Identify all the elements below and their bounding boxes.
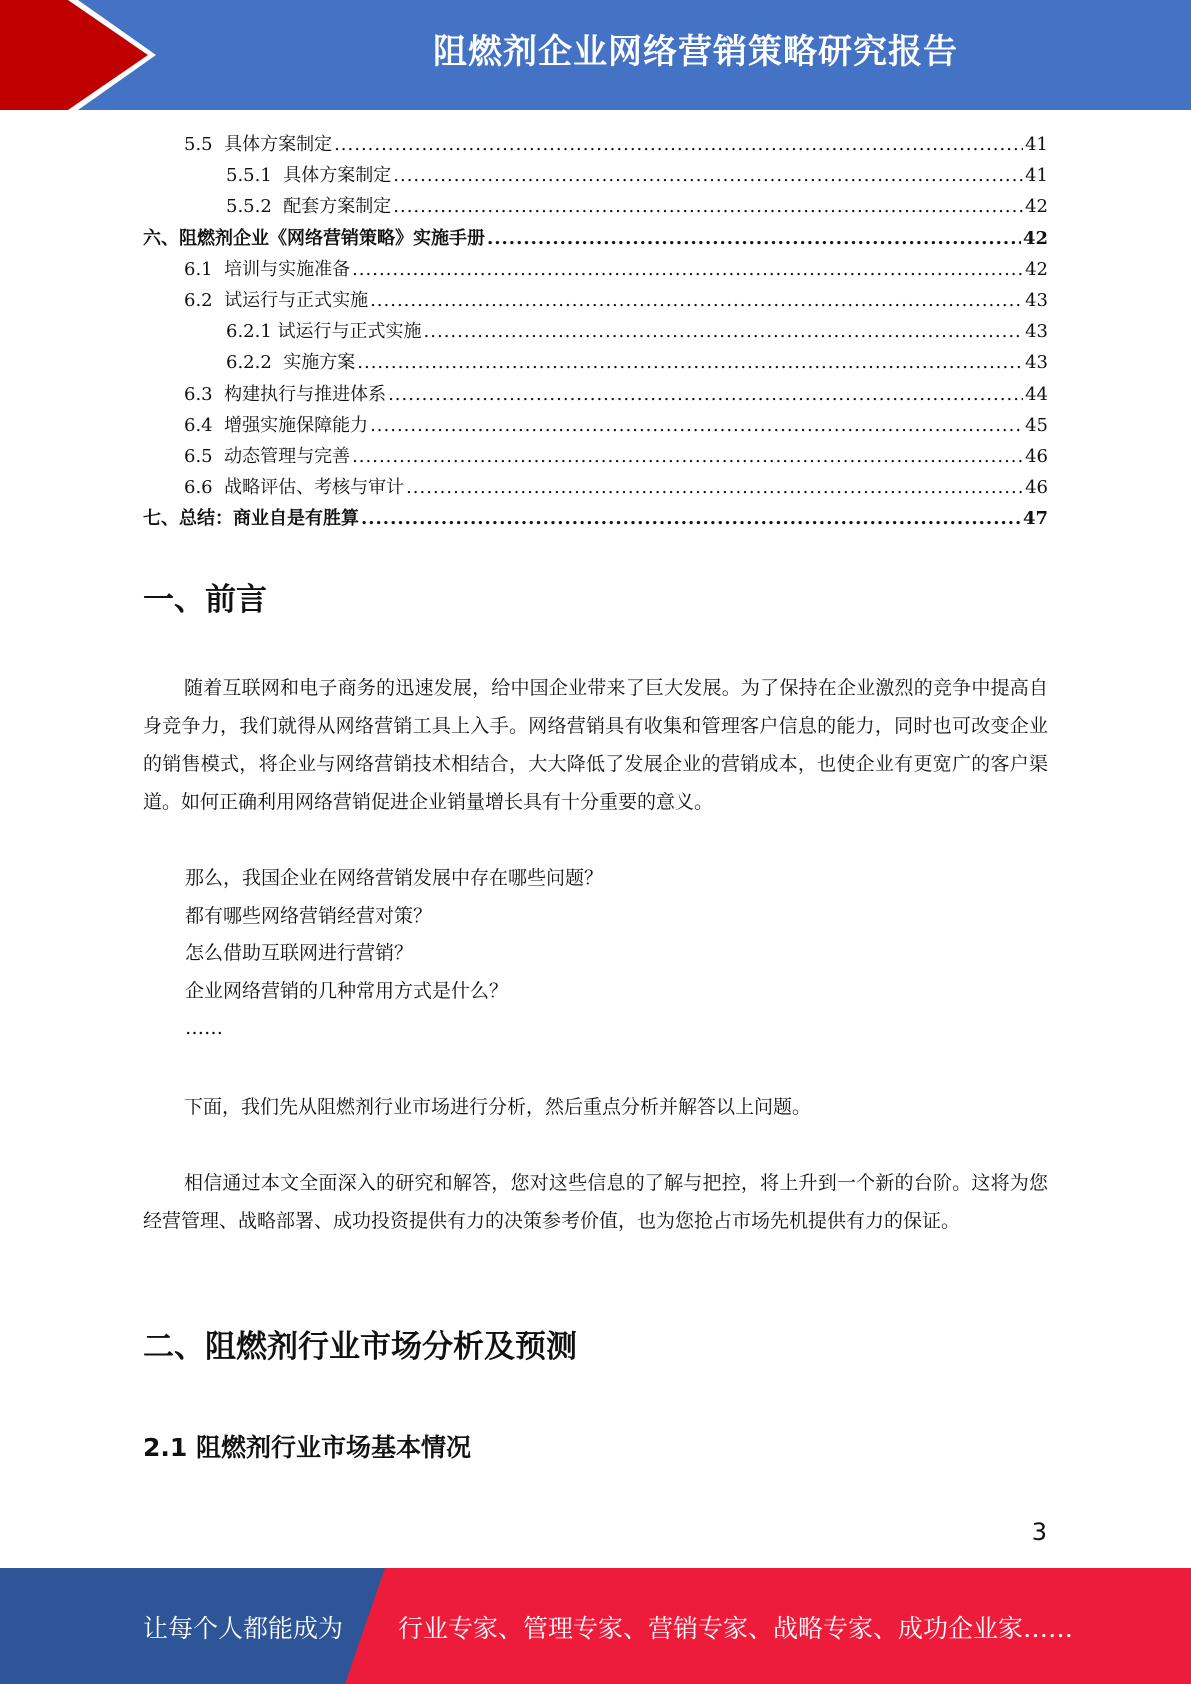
toc-entry-label: 六、阻燃剂企业《网络营销策略》实施手册: [143, 227, 485, 249]
toc-entry[interactable]: [143, 160, 1048, 191]
toc-leader-dots: [370, 285, 1023, 316]
preface-paragraph: 随着互联网和电子商务的迅速发展，给中国企业带来了巨大发展。为了保持在企业激烈的竞争中提高自身竞争力，我们就得从网络营销工具上入手。网络营销具有收集和管理客户信息的能力，同时也可改变企业的销售模式，将企业与网络营销技术相结合，大大降低了发展企业的营销成本，也使企业有更宽广的客户渠道。如何正确利用网络营销促进企业销量增长具有十分重要的意义。: [143, 677, 1048, 813]
toc-entry-label: 6.5 动态管理与完善: [184, 445, 351, 467]
toc-entry-label: 七、总结：商业自是有胜算: [143, 508, 359, 530]
toc-entry[interactable]: [143, 472, 1048, 503]
toc-entry-label: 6.1 培训与实施准备: [184, 258, 351, 280]
toc-entry-label: 6.4 增强实施保障能力: [184, 414, 369, 436]
toc-entry[interactable]: [143, 254, 1048, 285]
toc-entry[interactable]: [143, 223, 1048, 254]
toc-entry-label: 6.2.2 实施方案: [226, 352, 356, 374]
toc-entry-page: 41: [1025, 165, 1048, 187]
section-heading-market-analysis: 二、阻燃剂行业市场分析及预测: [143, 1329, 577, 1365]
toc-leader-dots: [334, 129, 1023, 160]
toc-entry[interactable]: [143, 347, 1048, 378]
toc-leader-dots: [487, 223, 1021, 254]
toc-entry[interactable]: [143, 379, 1048, 410]
question-item: 怎么借助互联网进行营销？: [185, 942, 414, 964]
toc-entry-page: 44: [1025, 383, 1048, 405]
toc-entry-label: 6.3 构建执行与推进体系: [184, 383, 387, 405]
toc-entry-label: 6.2 试运行与正式实施: [184, 289, 369, 311]
table-of-contents: [143, 129, 1048, 534]
toc-entry[interactable]: [143, 316, 1048, 347]
header-arrow-icon: [0, 0, 160, 110]
question-list: [185, 860, 1045, 1048]
toc-entry[interactable]: [143, 285, 1048, 316]
footer-slogan-right: 行业专家、管理专家、营销专家、战略专家、成功企业家……: [398, 1614, 1074, 1643]
toc-entry-page: 42: [1025, 258, 1048, 280]
toc-leader-dots: [406, 472, 1023, 503]
toc-leader-dots: [370, 410, 1023, 441]
toc-leader-dots: [352, 254, 1023, 285]
toc-leader-dots: [393, 160, 1023, 191]
toc-leader-dots: [352, 441, 1023, 472]
toc-entry[interactable]: [143, 191, 1048, 222]
page-header: [0, 0, 1191, 110]
analysis-intro-paragraph: 下面，我们先从阻燃剂行业市场进行分析，然后重点分析并解答以上问题。: [184, 1096, 812, 1118]
toc-leader-dots: [388, 379, 1023, 410]
page-footer: [0, 1568, 1191, 1684]
section-heading-preface: 一、前言: [143, 582, 267, 618]
toc-leader-dots: [393, 191, 1023, 222]
conclusion-paragraph: 相信通过本文全面深入的研究和解答，您对这些信息的了解与把控，将上升到一个新的台阶。这将为您经营管理、战略部署、成功投资提供有力的决策参考价值，也为您抢占市场先机提供有力的保证。: [143, 1172, 1048, 1232]
toc-entry[interactable]: [143, 441, 1048, 472]
toc-entry-label: 5.5.2 配套方案制定: [226, 196, 392, 218]
toc-entry-label: 5.5.1 具体方案制定: [226, 165, 392, 187]
toc-entry[interactable]: [143, 503, 1048, 534]
question-item: 企业网络营销的几种常用方式是什么？: [185, 979, 509, 1002]
toc-leader-dots: [357, 347, 1023, 378]
toc-entry-page: 41: [1025, 134, 1048, 155]
toc-leader-dots: [424, 316, 1024, 347]
toc-leader-dots: [361, 503, 1021, 534]
question-item: 都有哪些网络营销经营对策？: [185, 904, 433, 927]
toc-entry[interactable]: [143, 410, 1048, 441]
subsection-heading-market-basics: 2.1 阻燃剂行业市场基本情况: [143, 1433, 471, 1462]
toc-entry-label: 5.5 具体方案制定: [184, 134, 333, 155]
question-item: ……: [185, 1017, 223, 1039]
toc-entry[interactable]: [143, 129, 1048, 160]
toc-entry-page: 42: [1025, 196, 1048, 218]
toc-entry-page: 42: [1022, 227, 1048, 249]
document-title: 阻燃剂企业网络营销策略研究报告: [433, 32, 958, 72]
toc-entry-label: 6.6 战略评估、考核与审计: [184, 477, 405, 499]
toc-entry-page: 47: [1022, 508, 1048, 530]
footer-slogan-left: 让每个人都能成为: [143, 1614, 344, 1643]
toc-entry-label: 6.2.1 试运行与正式实施: [226, 321, 422, 343]
page-number: 3: [1031, 1518, 1047, 1546]
question-item: 那么，我国企业在网络营销发展中存在哪些问题？: [185, 867, 604, 889]
toc-entry-page: 43: [1025, 289, 1048, 311]
toc-entry-page: 43: [1025, 321, 1048, 343]
toc-entry-page: 43: [1025, 352, 1048, 374]
toc-entry-page: 46: [1025, 477, 1048, 499]
toc-entry-page: 46: [1025, 445, 1048, 467]
toc-entry-page: 45: [1025, 414, 1048, 436]
